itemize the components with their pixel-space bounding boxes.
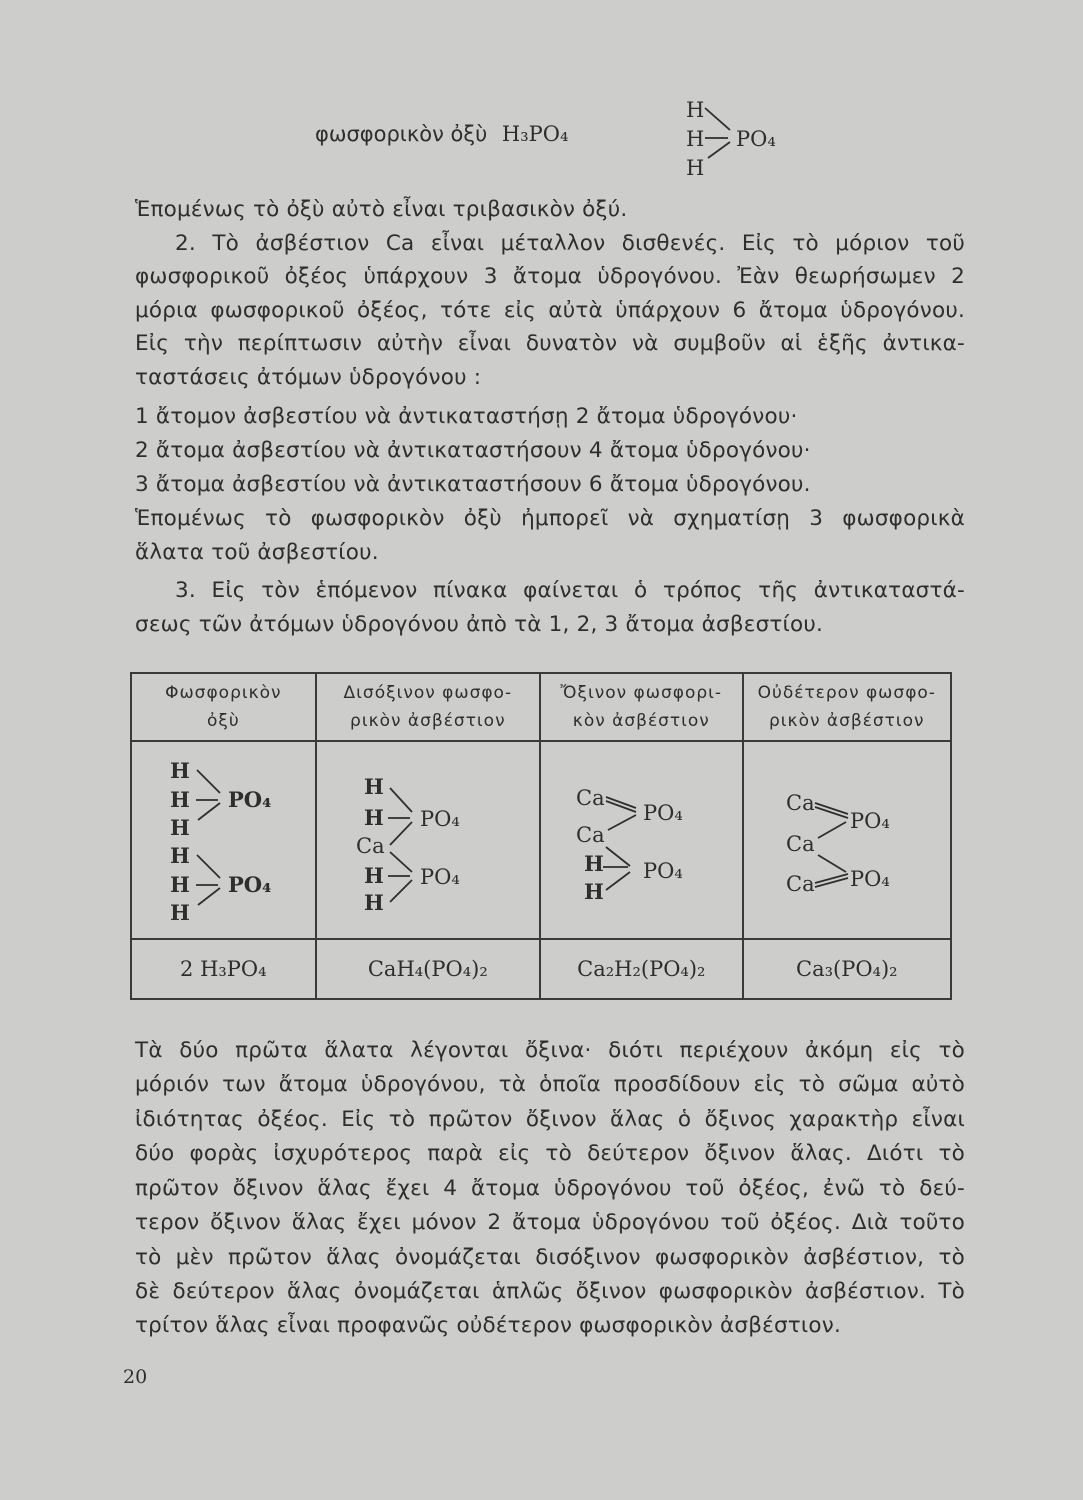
paragraph-line: τερον ὄξινον ἅλας ἔχει μόνον 2 ἄτομα ὑδρογόνου τοῦ ὀξέος. Διὰ τοῦτο <box>135 1210 965 1235</box>
atom-label: H <box>686 156 705 180</box>
header-text: Φωσφορικὸν <box>165 683 282 703</box>
atom-label: H <box>584 879 604 904</box>
header-cell <box>743 673 951 741</box>
atom-label: H <box>170 843 190 868</box>
top-structure <box>686 98 776 180</box>
top-formula-label: φωσφορικὸν ὀξὺ <box>315 122 488 146</box>
structure-cell <box>131 741 316 939</box>
paragraph-line: μόρια φωσφορικοῦ ὀξέος, τότε εἰς αὐτὰ ὑπάρχουν 6 ἄτομα ὑδρογόνου. <box>135 298 965 323</box>
atom-label: H <box>686 127 705 151</box>
paragraph-line: φωσφορικοῦ ὀξέος ὑπάρχουν 3 ἄτομα ὑδρογόνου. Ἐὰν θεωρήσωμεν 2 <box>135 264 965 289</box>
paragraph-line: ταστάσεις ἀτόμων ὑδρογόνου : <box>135 365 482 390</box>
atom-label: Ca <box>576 786 605 810</box>
header-text: Οὐδέτερον φωσφο- <box>757 683 936 703</box>
list-item: 2 ἄτομα ἀσβεστίου νὰ ἀντικαταστήσουν 4 ἄτομα ὑδρογόνου· <box>135 438 811 463</box>
list-item: 1 ἄτομον ἀσβεστίου νὰ ἀντικαταστήσῃ 2 ἄτομα ὑδρογόνου· <box>135 404 798 429</box>
paragraph-line: ἅλατα τοῦ ἀσβεστίου. <box>135 540 379 565</box>
paragraph-line: δύο φορὰς ἰσχυρότερος παρὰ εἰς τὸ δεύτερον ὄξινον ἅλας. Διότι τὸ <box>135 1141 965 1166</box>
paragraph-line: ἰδιότητας ὀξέος. Εἰς τὸ πρῶτον ὄξινον ἅλας ὁ ὄξινος χαρακτὴρ εἶναι <box>135 1107 965 1132</box>
atom-label: PO₄ <box>420 865 460 889</box>
paragraph-line: τὸ μὲν πρῶτον ἅλας ὀνομάζεται δισόξινον φωσφορικὸν ἀσβέστιον, τὸ <box>135 1245 965 1270</box>
structure-cell <box>743 741 951 939</box>
atom-label: H <box>364 774 384 799</box>
atom-label: H <box>364 805 384 830</box>
paragraph-line: τρίτον ἅλας εἶναι προφανῶς οὐδέτερον φωσφορικὸν ἀσβέστιον. <box>135 1313 841 1338</box>
atom-label: H <box>170 787 190 812</box>
paragraph-line: Τὰ δύο πρῶτα ἅλατα λέγονται ὄξινα· διότι περιέχουν ἀκόμη εἰς τὸ <box>135 1038 965 1063</box>
paragraph-line: Ἑπομένως τὸ φωσφορικὸν ὀξὺ ἠμπορεῖ νὰ σχηματίσῃ 3 φωσφορικὰ <box>135 506 965 531</box>
paragraph-line: δὲ δεύτερον ἅλας ὀνομάζεται ἁπλῶς ὄξινον φωσφορικὸν ἀσβέστιον. Τὸ <box>135 1279 965 1304</box>
atom-label: PO₄ <box>420 807 460 831</box>
atom-label: H <box>364 890 384 915</box>
structure-cell <box>316 741 540 939</box>
atom-label: PO₄ <box>850 809 890 833</box>
atom-label: H <box>686 98 705 122</box>
atom-label: H <box>170 758 190 783</box>
paragraph-line: πρῶτον ὄξινον ἅλας ἔχει 4 ἄτομα ὑδρογόνου τοῦ ὀξέος, ἐνῶ τὸ δεύ- <box>135 1176 965 1201</box>
paragraph-line: 2. Τὸ ἀσβέστιον Ca εἶναι μέταλλον δισθενές. Εἰς τὸ μόριον τοῦ <box>175 231 965 256</box>
header-cell <box>131 673 316 741</box>
structure-row <box>131 741 951 939</box>
atom-label: Ca <box>786 832 815 856</box>
paragraph-line: σεως τῶν ἀτόμων ὑδρογόνου ἀπὸ τὰ 1, 2, 3 ἄτομα ἀσβεστίου. <box>135 612 824 637</box>
atom-label: PO₄ <box>643 859 683 883</box>
atom-label: PO₄ <box>228 872 272 897</box>
atom-label: PO₄ <box>850 867 890 891</box>
formula-cell: CaH₄(PO₄)₂ <box>316 939 540 999</box>
atom-label: H <box>170 900 190 925</box>
atom-label: Ca <box>356 834 385 858</box>
header-text: κὸν ἀσβέστιον <box>572 711 710 731</box>
atom-label: H <box>364 863 384 888</box>
paragraph-line: Ἑπομένως τὸ ὀξὺ αὐτὸ εἶναι τριβασικὸν ὀξύ. <box>135 197 628 222</box>
atom-label: H <box>170 815 190 840</box>
atom-label: H <box>584 851 604 876</box>
top-formula-value: H₃PO₄ <box>501 122 569 146</box>
header-cell <box>316 673 540 741</box>
structure-cell <box>540 741 743 939</box>
page-number: 20 <box>123 1366 148 1388</box>
header-text: ρικὸν ἀσβέστιον <box>350 711 506 731</box>
atom-label: Ca <box>786 872 815 896</box>
atom-label: H <box>170 872 190 897</box>
atom-label: PO₄ <box>736 127 776 151</box>
header-text: ὀξὺ <box>206 711 240 731</box>
atom-label: PO₄ <box>228 787 272 812</box>
atom-label: Ca <box>786 791 815 815</box>
list-item: 3 ἄτομα ἀσβεστίου νὰ ἀντικαταστήσουν 6 ἄτομα ὑδρογόνου. <box>135 472 811 497</box>
formula-cell: Ca₂H₂(PO₄)₂ <box>540 939 743 999</box>
atom-label: Ca <box>576 823 605 847</box>
header-cell <box>540 673 743 741</box>
paragraph-line: Εἰς τὴν περίπτωσιν αὐτὴν εἶναι δυνατὸν νὰ συμβοῦν αἱ ἑξῆς ἀντικα- <box>135 331 965 356</box>
header-text: Ὄξινον φωσφορι- <box>560 683 723 703</box>
table-header-row <box>131 673 951 741</box>
formula-cell: 2 H₃PO₄ <box>131 939 316 999</box>
paragraph-line: 3. Εἰς τὸν ἑπόμενον πίνακα φαίνεται ὁ τρόπος τῆς ἀντικαταστά- <box>175 578 965 603</box>
top-formula <box>315 122 568 146</box>
header-text: ρικὸν ἀσβέστιον <box>769 711 925 731</box>
header-text: Δισόξινον φωσφο- <box>343 683 513 703</box>
paragraph-line: μόριόν των ἄτομα ὑδρογόνου, τὰ ὁποῖα προσδίδουν εἰς τὸ σῶμα αὐτὸ <box>135 1072 965 1097</box>
atom-label: PO₄ <box>643 801 683 825</box>
salts-table <box>130 672 952 1000</box>
formula-cell: Ca₃(PO₄)₂ <box>743 939 951 999</box>
formula-row <box>131 939 951 999</box>
